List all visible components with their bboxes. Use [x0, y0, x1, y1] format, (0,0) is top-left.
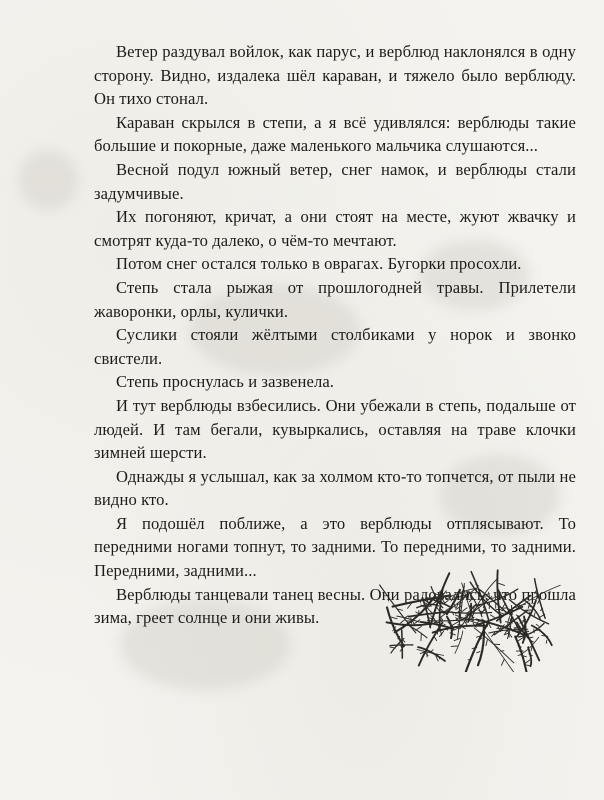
bramble-thorn [486, 640, 488, 646]
bramble-thorn [477, 652, 480, 653]
bramble-branch [455, 631, 463, 654]
bramble-thorn [501, 651, 504, 652]
paragraph: Весной подул южный ветер, снег намок, и верблюды стали задумчивые. [94, 159, 576, 203]
paragraph: Однажды я услышал, как за холмом кто-то топчется, от пыли не видно кто. [94, 466, 576, 510]
bramble-thorn [435, 622, 439, 623]
bramble-thorn [546, 640, 547, 643]
paragraph: Ветер раздувал войлок, как парус, и верблюд наклонялся в одну сторону. Видно, издалека шёл караван, и тяжело было верблюду. Он тихо стонал. [94, 42, 576, 109]
paragraph: Суслики стояли жёлтыми столбиками у норок и звонко свистели. [94, 325, 576, 368]
bramble-thorn [391, 617, 397, 619]
bramble-thorn [435, 594, 439, 595]
bramble-thorn [501, 613, 504, 614]
bramble-thorn [536, 624, 539, 626]
bramble-thorn [462, 608, 467, 612]
paragraph: Верблюды танцевали танец весны. Они радовались, что прошла зима, греет солнце и они живы. [94, 584, 576, 628]
paragraph: И тут верблюды взбесились. Они убежали в степь, подальше от людей. И там бегали, кувыркались, оставляя на траве клочки зимней шерсти. [94, 395, 576, 463]
bramble-thorn [479, 611, 482, 612]
bramble-thorn [490, 615, 494, 618]
bramble-thorn [518, 638, 523, 641]
bramble-branch [478, 624, 484, 665]
bramble-branch [419, 623, 443, 666]
bleed-through-shadow [18, 150, 78, 210]
bramble-thorn [525, 660, 529, 663]
paragraph: Потом снег остался только в оврагах. Бугорки просохли. [116, 254, 522, 274]
paragraph: Их погоняют, кричат, а они стоят на месте, жуют жвачку и смотрят куда-то далеко, о чём-то мечтают. [94, 207, 576, 250]
bramble-thorn [542, 635, 548, 636]
bramble-thorn [390, 647, 396, 648]
bramble-thorn [469, 598, 472, 602]
bramble-thorn [499, 583, 505, 585]
bramble-thorn [435, 637, 437, 641]
bramble-thorn [549, 591, 550, 595]
bramble-thorn [437, 608, 440, 612]
bramble-thorn [401, 620, 405, 623]
bramble-thorn [501, 659, 504, 665]
paragraph: Степь стала рыжая от прошлогодней травы. Прилетели жаворонки, орлы, кулички. [94, 277, 576, 321]
paragraph: Степь проснулась и зазвенела. [116, 372, 335, 392]
bramble-thorn [534, 613, 535, 617]
paragraph: Я подошёл поближе, а это верблюды отплясывают. То передними ногами топнут, то задними. То передними, то задними. Передними, задними... [94, 513, 576, 581]
bramble-thorn [451, 597, 454, 601]
story-text [94, 40, 576, 630]
thornbush-icon [362, 566, 578, 672]
paragraph: Караван скрылся в степи, а я всё удивлялся: верблюды такие большие и покорные, даже маленького мальчика слушаются... [94, 112, 576, 156]
bramble-thorn [416, 627, 422, 631]
